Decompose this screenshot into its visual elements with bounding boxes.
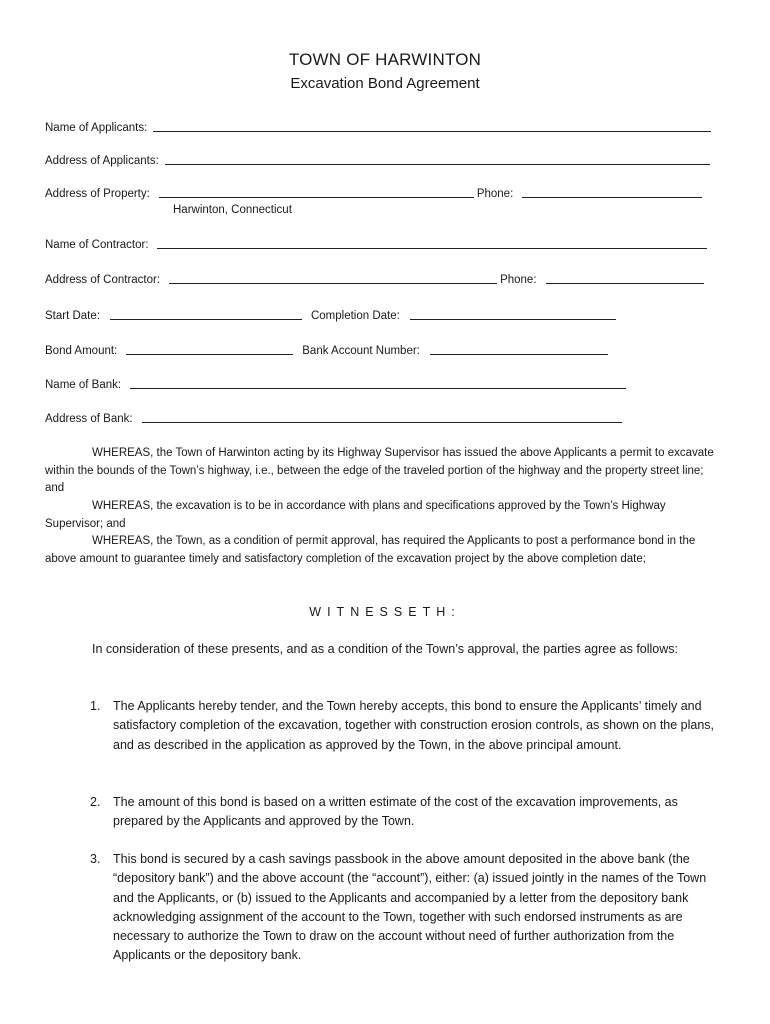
bank-address-field[interactable] <box>142 411 622 423</box>
whereas-clause-1: WHEREAS, the Town of Harwinton acting by its Highway Supervisor has issued the above Applicants a permit to excavate within the bounds of the Town’s highway, i.e., between the edge of the traveled portion of the highway and the property street line; and <box>45 447 714 494</box>
contractor-address-field[interactable] <box>169 272 497 284</box>
property-address-row <box>45 186 702 200</box>
bank-address-label: Address of Bank: <box>45 413 133 425</box>
item-text: The Applicants hereby tender, and the Town hereby accepts, this bond to ensure the Applicants’ timely and satisfactory completion of the excavation, together with construction erosion controls, as shown on the plans, and as described in the application as approved by the Town, in the above principal amount. <box>113 699 715 752</box>
completion-date-label: Completion Date: <box>310 310 400 322</box>
item-number: 1. <box>90 699 101 713</box>
contractor-address-row <box>45 272 704 286</box>
contractor-phone-field[interactable] <box>546 272 704 284</box>
property-phone-field[interactable] <box>522 186 702 198</box>
bank-name-label: Name of Bank: <box>45 379 122 391</box>
witnesseth-heading: WITNESSETH: <box>309 605 461 619</box>
applicants-address-label: Address of Applicants: <box>45 155 159 167</box>
agreement-item-2 <box>90 793 730 832</box>
contractor-name-row <box>45 237 707 251</box>
start-date-label: Start Date: <box>45 310 100 322</box>
start-date-field[interactable] <box>110 308 302 320</box>
bank-name-row <box>45 377 626 391</box>
contractor-phone-label: Phone: <box>500 274 537 286</box>
bond-amount-field[interactable] <box>126 343 293 355</box>
item-text: This bond is secured by a cash savings passbook in the above amount deposited in the above bank (the “depository bank”) and the above account (the “account”), either: (a) issued jointly in the names of the Town and the Applicants, or (b) issued to the Applicants and accompanied by a letter from the depository bank acknowledging assignment of the account to the Town, together with such endorsed instruments as are necessary to authorize the Town to draw on the account without need of further authorization from the Applicants or the depository bank. <box>113 852 707 963</box>
item-text: The amount of this bond is based on a written estimate of the cost of the excavation improvements, as prepared by the Applicants and approved by the Town. <box>113 795 678 829</box>
agreement-item-1 <box>90 697 730 755</box>
property-phone-label: Phone: <box>476 188 514 200</box>
applicants-address-field[interactable] <box>165 153 710 165</box>
bank-address-row <box>45 411 622 425</box>
applicants-address-row <box>45 153 710 167</box>
document-subtitle: Excavation Bond Agreement <box>290 75 480 92</box>
bank-account-number-label: Bank Account Number: <box>302 345 420 357</box>
document-title: TOWN OF HARWINTON <box>288 50 482 69</box>
item-number: 3. <box>90 852 101 866</box>
completion-date-field[interactable] <box>410 308 616 320</box>
contractor-name-label: Name of Contractor: <box>45 239 149 251</box>
property-address-field[interactable] <box>159 186 474 198</box>
bank-name-field[interactable] <box>130 377 626 389</box>
applicants-name-label: Name of Applicants: <box>45 122 148 134</box>
bond-amount-label: Bond Amount: <box>45 345 118 357</box>
applicants-name-field[interactable] <box>153 120 711 132</box>
bank-account-number-field[interactable] <box>430 343 608 355</box>
dates-row <box>45 308 616 322</box>
contractor-name-field[interactable] <box>157 237 707 249</box>
whereas-clause-3: WHEREAS, the Town, as a condition of permit approval, has required the Applicants to post a performance bond in the above amount to guarantee timely and satisfactory completion of the excavation project by the above completion date; <box>45 535 696 565</box>
bond-row <box>45 343 608 357</box>
property-city-label: Harwinton, Connecticut <box>173 204 292 216</box>
item-number: 2. <box>90 795 101 809</box>
contractor-address-label: Address of Contractor: <box>45 274 161 286</box>
applicants-name-row <box>45 120 711 134</box>
consideration-paragraph: In consideration of these presents, and as a condition of the Town’s approval, the parties agree as follows: <box>92 642 679 656</box>
whereas-clause-2: WHEREAS, the excavation is to be in accordance with plans and specifications approved by the Town’s Highway Supervisor; and <box>45 500 666 530</box>
property-address-label: Address of Property: <box>45 188 150 200</box>
agreement-item-3 <box>90 850 730 966</box>
